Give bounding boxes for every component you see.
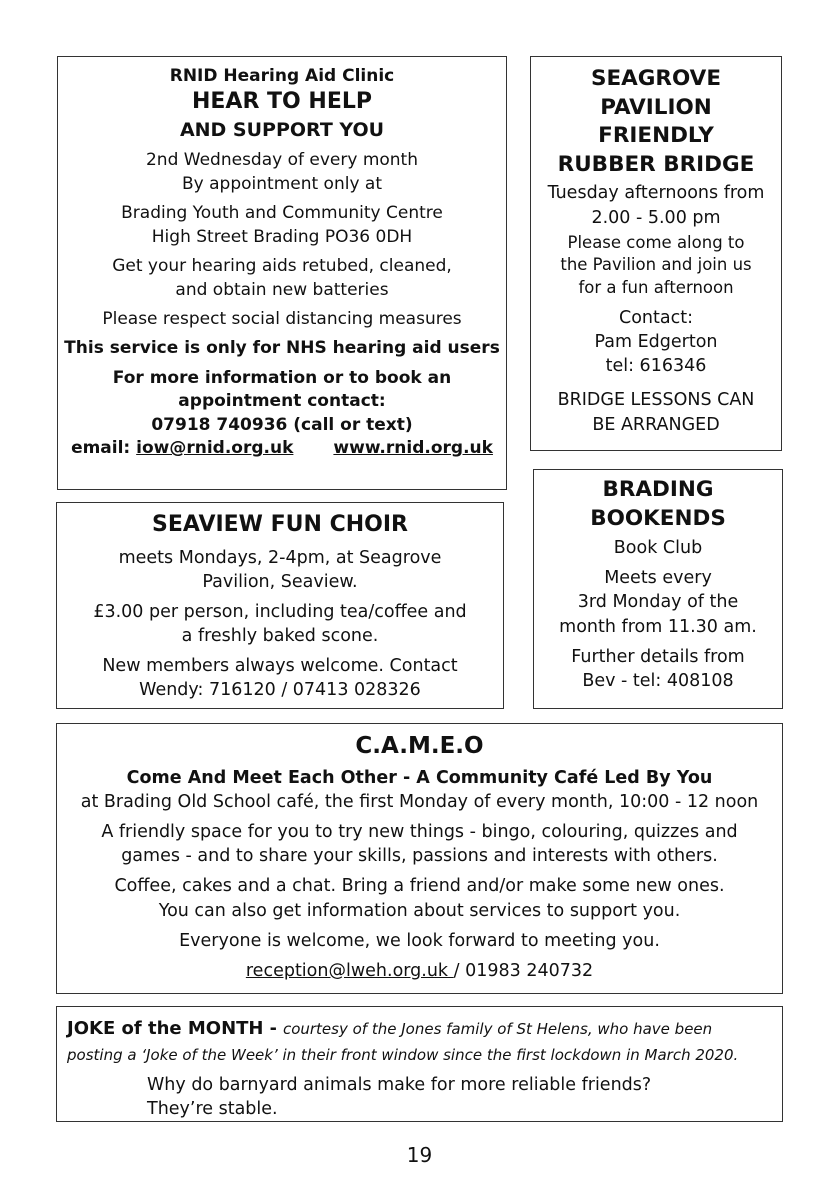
rnid-phone: 07918 740936 (call or text) <box>151 414 413 435</box>
choir-meets-2: Pavilion, Seaview. <box>202 571 358 592</box>
rnid-info-2: appointment contact: <box>178 391 386 412</box>
cameo-desc-2: games - and to share your skills, passions and interests with others. <box>121 846 718 867</box>
rnid-service-1: Get your hearing aids retubed, cleaned, <box>112 256 452 277</box>
choir-contact-2: Wendy: 716120 / 07413 028326 <box>139 680 421 701</box>
bookends-details-1: Further details from <box>571 646 745 667</box>
rnid-nhs-note: This service is only for NHS hearing aid users <box>64 338 500 359</box>
rnid-title-2: AND SUPPORT YOU <box>179 119 385 142</box>
rnid-clinic-box <box>57 56 507 490</box>
choir-title: SEAVIEW FUN CHOIR <box>152 512 408 537</box>
seaview-choir-box <box>56 502 504 709</box>
bookends-meets-3: month from 11.30 am. <box>559 616 757 637</box>
bookends-title-2: BOOKENDS <box>590 505 726 531</box>
choir-contact-1: New members always welcome. Contact <box>102 656 458 677</box>
cameo-where: at Brading Old School café, the first Monday of every month, 10:00 - 12 noon <box>80 792 759 813</box>
cameo-box <box>56 723 783 994</box>
cameo-title: C.A.M.E.O <box>355 733 484 759</box>
cameo-desc-1: A friendly space for you to try new things - bingo, colouring, quizzes and <box>101 822 738 843</box>
joke-answer: They’re stable. <box>147 1099 278 1119</box>
seagrove-contact-name: Pam Edgerton <box>594 332 718 353</box>
joke-title: JOKE of the MONTH <box>67 1018 264 1039</box>
seagrove-title-3: FRIENDLY <box>598 123 714 149</box>
joke-body <box>147 1073 772 1122</box>
choir-meets-1: meets Mondays, 2-4pm, at Seagrove <box>118 547 442 568</box>
bookends-details-2: Bev - tel: 408108 <box>582 670 734 691</box>
joke-dash: - <box>263 1019 283 1039</box>
seagrove-lessons-2: BE ARRANGED <box>592 414 720 435</box>
rnid-venue-2: High Street Brading PO36 0DH <box>151 226 413 247</box>
rnid-contact-row <box>58 437 506 461</box>
seagrove-lessons-1: BRIDGE LESSONS CAN <box>557 390 755 411</box>
page-number: 19 <box>406 1143 433 1167</box>
joke-credit-1: courtesy of the Jones family of St Helens, who have been <box>282 1020 713 1038</box>
seagrove-title-4: RUBBER BRIDGE <box>557 151 755 177</box>
seagrove-when-1: Tuesday afternoons from <box>547 183 765 204</box>
rnid-subtitle: RNID Hearing Aid Clinic <box>169 66 395 86</box>
rnid-title: HEAR TO HELP <box>191 89 373 115</box>
joke-header <box>67 1015 772 1069</box>
cameo-contact-row <box>57 959 782 983</box>
seagrove-contact-label: Contact: <box>619 307 693 328</box>
seagrove-invite-3: for a fun afternoon <box>578 278 734 298</box>
cameo-coffee-2: You can also get information about services to support you. <box>158 900 681 921</box>
rnid-distancing: Please respect social distancing measures <box>102 308 462 329</box>
rnid-when-2: By appointment only at <box>182 173 382 194</box>
rnid-service-2: and obtain new batteries <box>175 279 389 300</box>
joke-credit-2: posting a ‘Joke of the Week’ in their front window since the first lockdown in March 2020. <box>67 1046 739 1065</box>
rnid-email-group <box>71 437 293 461</box>
choir-price-2: a freshly baked scone. <box>181 626 379 647</box>
bookends-type: Book Club <box>613 538 703 559</box>
seagrove-when-2: 2.00 - 5.00 pm <box>591 207 721 228</box>
seagrove-contact-tel: tel: 616346 <box>605 356 707 377</box>
rnid-when-1: 2nd Wednesday of every month <box>145 150 418 171</box>
bookends-meets-1: Meets every <box>604 568 712 589</box>
cameo-coffee-1: Coffee, cakes and a chat. Bring a friend and/or make some new ones. <box>114 876 725 897</box>
seagrove-invite-1: Please come along to <box>567 232 745 252</box>
joke-box <box>56 1006 783 1122</box>
seagrove-bridge-box <box>530 56 782 451</box>
cameo-welcome: Everyone is welcome, we look forward to meeting you. <box>179 930 660 951</box>
joke-question: Why do barnyard animals make for more reliable friends? <box>147 1074 652 1095</box>
bookends-meets-2: 3rd Monday of the <box>577 592 739 613</box>
cameo-email-link[interactable]: reception@lweh.org.uk <box>245 960 454 981</box>
rnid-email-link[interactable]: iow@rnid.org.uk <box>136 438 294 459</box>
seagrove-title-1: SEAGROVE <box>590 66 722 91</box>
seagrove-title-2: PAVILION <box>600 94 712 120</box>
rnid-venue-1: Brading Youth and Community Centre <box>121 203 443 224</box>
choir-price-1: £3.00 per person, including tea/coffee and <box>93 601 467 622</box>
bookends-title-1: BRADING <box>602 477 714 502</box>
rnid-email-label: email: <box>71 438 137 459</box>
cameo-phone: / 01983 240732 <box>453 960 594 981</box>
brading-bookends-box <box>533 469 783 709</box>
rnid-info-1: For more information or to book an <box>112 367 452 388</box>
rnid-website-link[interactable]: www.rnid.org.uk <box>333 438 493 459</box>
seagrove-invite-2: the Pavilion and join us <box>560 255 752 275</box>
cameo-subtitle: Come And Meet Each Other - A Community Café Led By You <box>126 767 713 788</box>
